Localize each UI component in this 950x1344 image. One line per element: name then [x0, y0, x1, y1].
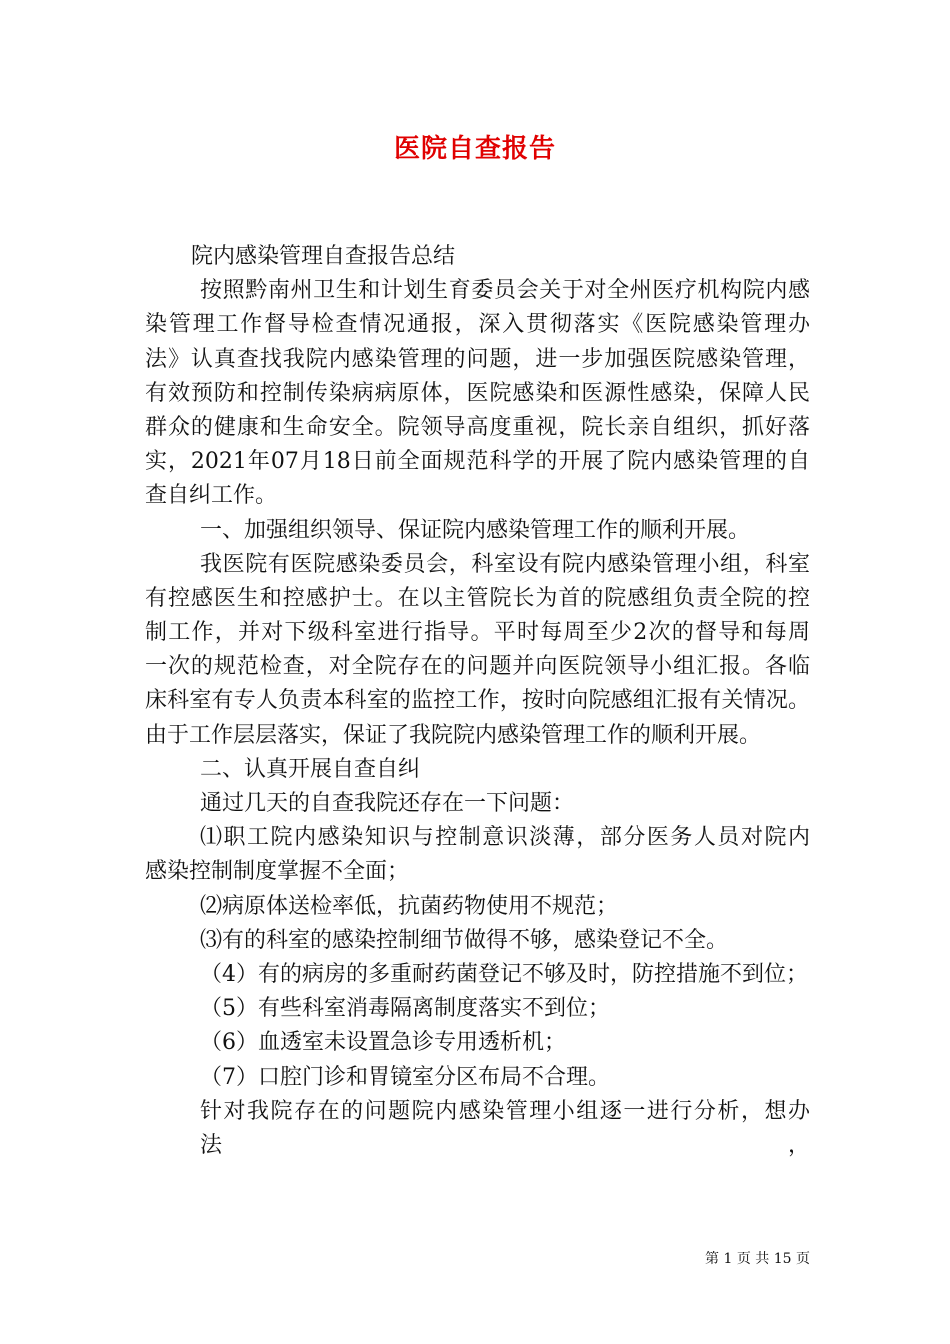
- section-heading: 二、认真开展自查自纠: [200, 756, 421, 782]
- paragraph-line: 有效预防和控制传染病病原体，医院感染和医源性感染，保障人民: [145, 380, 810, 406]
- paragraph-line: 通过几天的自查我院还存在一下问题：: [200, 791, 575, 816]
- paragraph-line: 床科室有专人负责本科室的监控工作，按时向院感组汇报有关情况。: [145, 688, 810, 714]
- paragraph-line: 染管理工作督导检查情况通报，深入贯彻落实《医院感染管理办: [145, 312, 810, 338]
- page-number: 第 1 页 共 15 页: [705, 1251, 810, 1267]
- list-item: ⑴职工院内感染知识与控制意识淡薄，部分医务人员对院内: [200, 825, 810, 851]
- paragraph-line: 查自纠工作。: [145, 483, 278, 509]
- list-item: ⑵病原体送检率低，抗菌药物使用不规范；: [200, 893, 619, 919]
- list-item: ⑶有的科室的感染控制细节做得不够，感染登记不全。: [200, 927, 729, 953]
- paragraph-line: 制工作，并对下级科室进行指导。平时每周至少2次的督导和每周: [145, 620, 810, 646]
- list-item-continued: 感染控制制度掌握不全面；: [145, 859, 410, 885]
- paragraph-line: 针对我院存在的问题院内感染管理小组逐一进行分析，想办法，: [200, 1098, 810, 1158]
- section-heading: 一、加强组织领导、保证院内感染管理工作的顺利开展。: [200, 517, 751, 543]
- paragraph-line: 群众的健康和生命安全。院领导高度重视，院长亲自组织，抓好落: [145, 414, 810, 440]
- document-title: 医院自查报告: [393, 134, 556, 164]
- list-item: （7）口腔门诊和胃镜室分区布局不合理。: [200, 1064, 610, 1090]
- paragraph-line: 有控感医生和控感护士。在以主管院长为首的院感组负责全院的控: [145, 585, 810, 611]
- paragraph-line: 一次的规范检查，对全院存在的问题并向医院领导小组汇报。各临: [145, 654, 810, 680]
- paragraph-line: 我医院有医院感染委员会，科室设有院内感染管理小组，科室: [200, 551, 810, 577]
- list-item: （5）有些科室消毒隔离制度落实不到位；: [200, 996, 610, 1022]
- paragraph-line: 按照黔南州卫生和计划生育委员会关于对全州医疗机构院内感: [200, 278, 810, 304]
- subtitle-line: 院内感染管理自查报告总结: [191, 244, 456, 269]
- list-item: （4）有的病房的多重耐药菌登记不够及时，防控措施不到位；: [200, 961, 808, 987]
- paragraph-line: 法》认真查找我院内感染管理的问题，进一步加强医院感染管理，: [145, 346, 810, 372]
- list-item: （6）血透室未设置急诊专用透析机；: [200, 1030, 566, 1056]
- paragraph-line: 实，2021年07月18日前全面规范科学的开展了院内感染管理的自: [145, 449, 810, 475]
- document-body: [145, 240, 810, 1158]
- paragraph-line: 由于工作层层落实，保证了我院院内感染管理工作的顺利开展。: [145, 722, 762, 748]
